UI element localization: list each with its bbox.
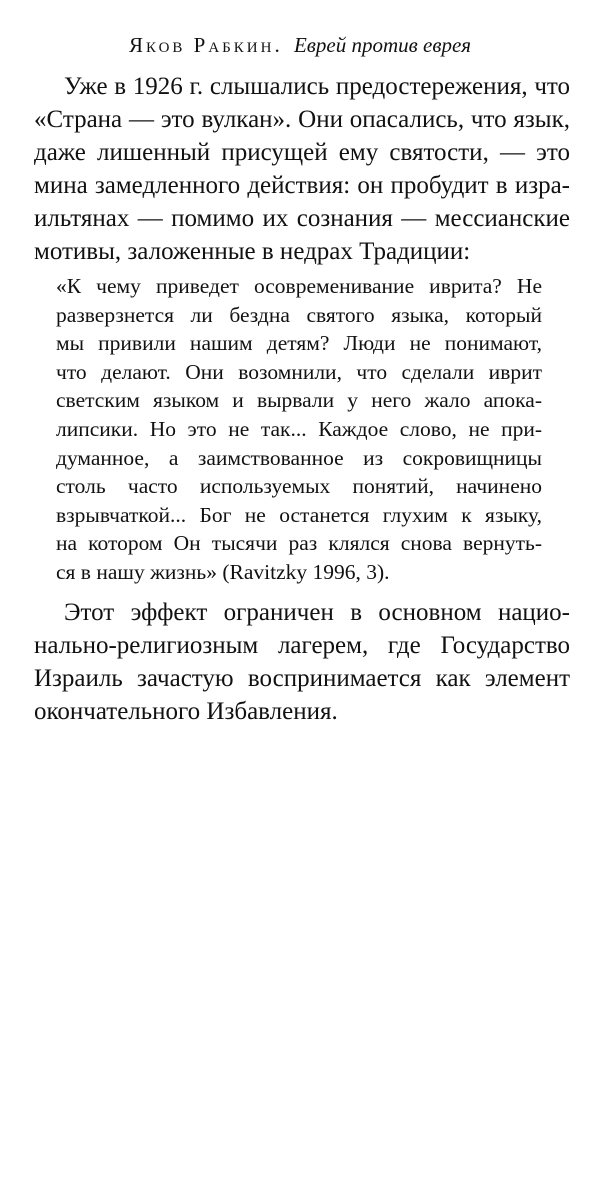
- quote-line: мы привили нашим детям? Люди не понимают,: [56, 331, 542, 356]
- paragraph-2: [34, 596, 570, 728]
- quote-line: что делают. Они возомнили, что сделали иврит: [56, 359, 542, 384]
- paragraph-1: [34, 70, 570, 268]
- quote-line: столь часто используемых понятий, начинено: [56, 474, 542, 499]
- text-line: окончательного Избавления.: [34, 698, 338, 725]
- quote-line: светским языком и вырвали у него жало апока-: [56, 388, 542, 413]
- text-line: Этот эффект ограничен в основном нацио-: [64, 599, 570, 626]
- header-author: Яков Рабкин.: [128, 33, 283, 57]
- text-line: «Страна — это вулкан». Они опасались, что язык,: [34, 106, 570, 133]
- quote-line: «К чему приведет осовременивание иврита? Не: [56, 274, 542, 298]
- quote-line: разверзнется ли бездна святого языка, который: [56, 302, 542, 327]
- text-line: Уже в 1926 г. слышались предостережения, что: [64, 73, 570, 100]
- quote-line: взрывчаткой... Бог не останется глухим к языку,: [56, 502, 542, 527]
- running-header: [0, 32, 600, 58]
- quote-line: ся в нашу жизнь» (Ravitzky 1996, 3).: [56, 559, 390, 584]
- text-line: ильтянах — помимо их сознания — мессианские: [34, 205, 570, 232]
- header-book-title: Еврей против еврея: [293, 33, 472, 57]
- quote-line: на котором Он тысячи раз клялся снова вернуть-: [56, 531, 542, 556]
- text-line: даже лишенный присущей ему святости, — это: [34, 139, 570, 166]
- text-line: нально-религиозным лагерем, где Государство: [34, 632, 570, 659]
- block-quote: [56, 272, 542, 587]
- text-line: Израиль зачастую воспринимается как элемент: [34, 665, 570, 692]
- text-line: мотивы, заложенные в недрах Традиции:: [34, 238, 471, 265]
- quote-line: липсики. Но это не так... Каждое слово, не при-: [56, 416, 542, 441]
- quote-line: думанное, а заимствованное из сокровищницы: [56, 445, 542, 470]
- text-line: мина замедленного действия: он пробудит в изра-: [34, 172, 570, 199]
